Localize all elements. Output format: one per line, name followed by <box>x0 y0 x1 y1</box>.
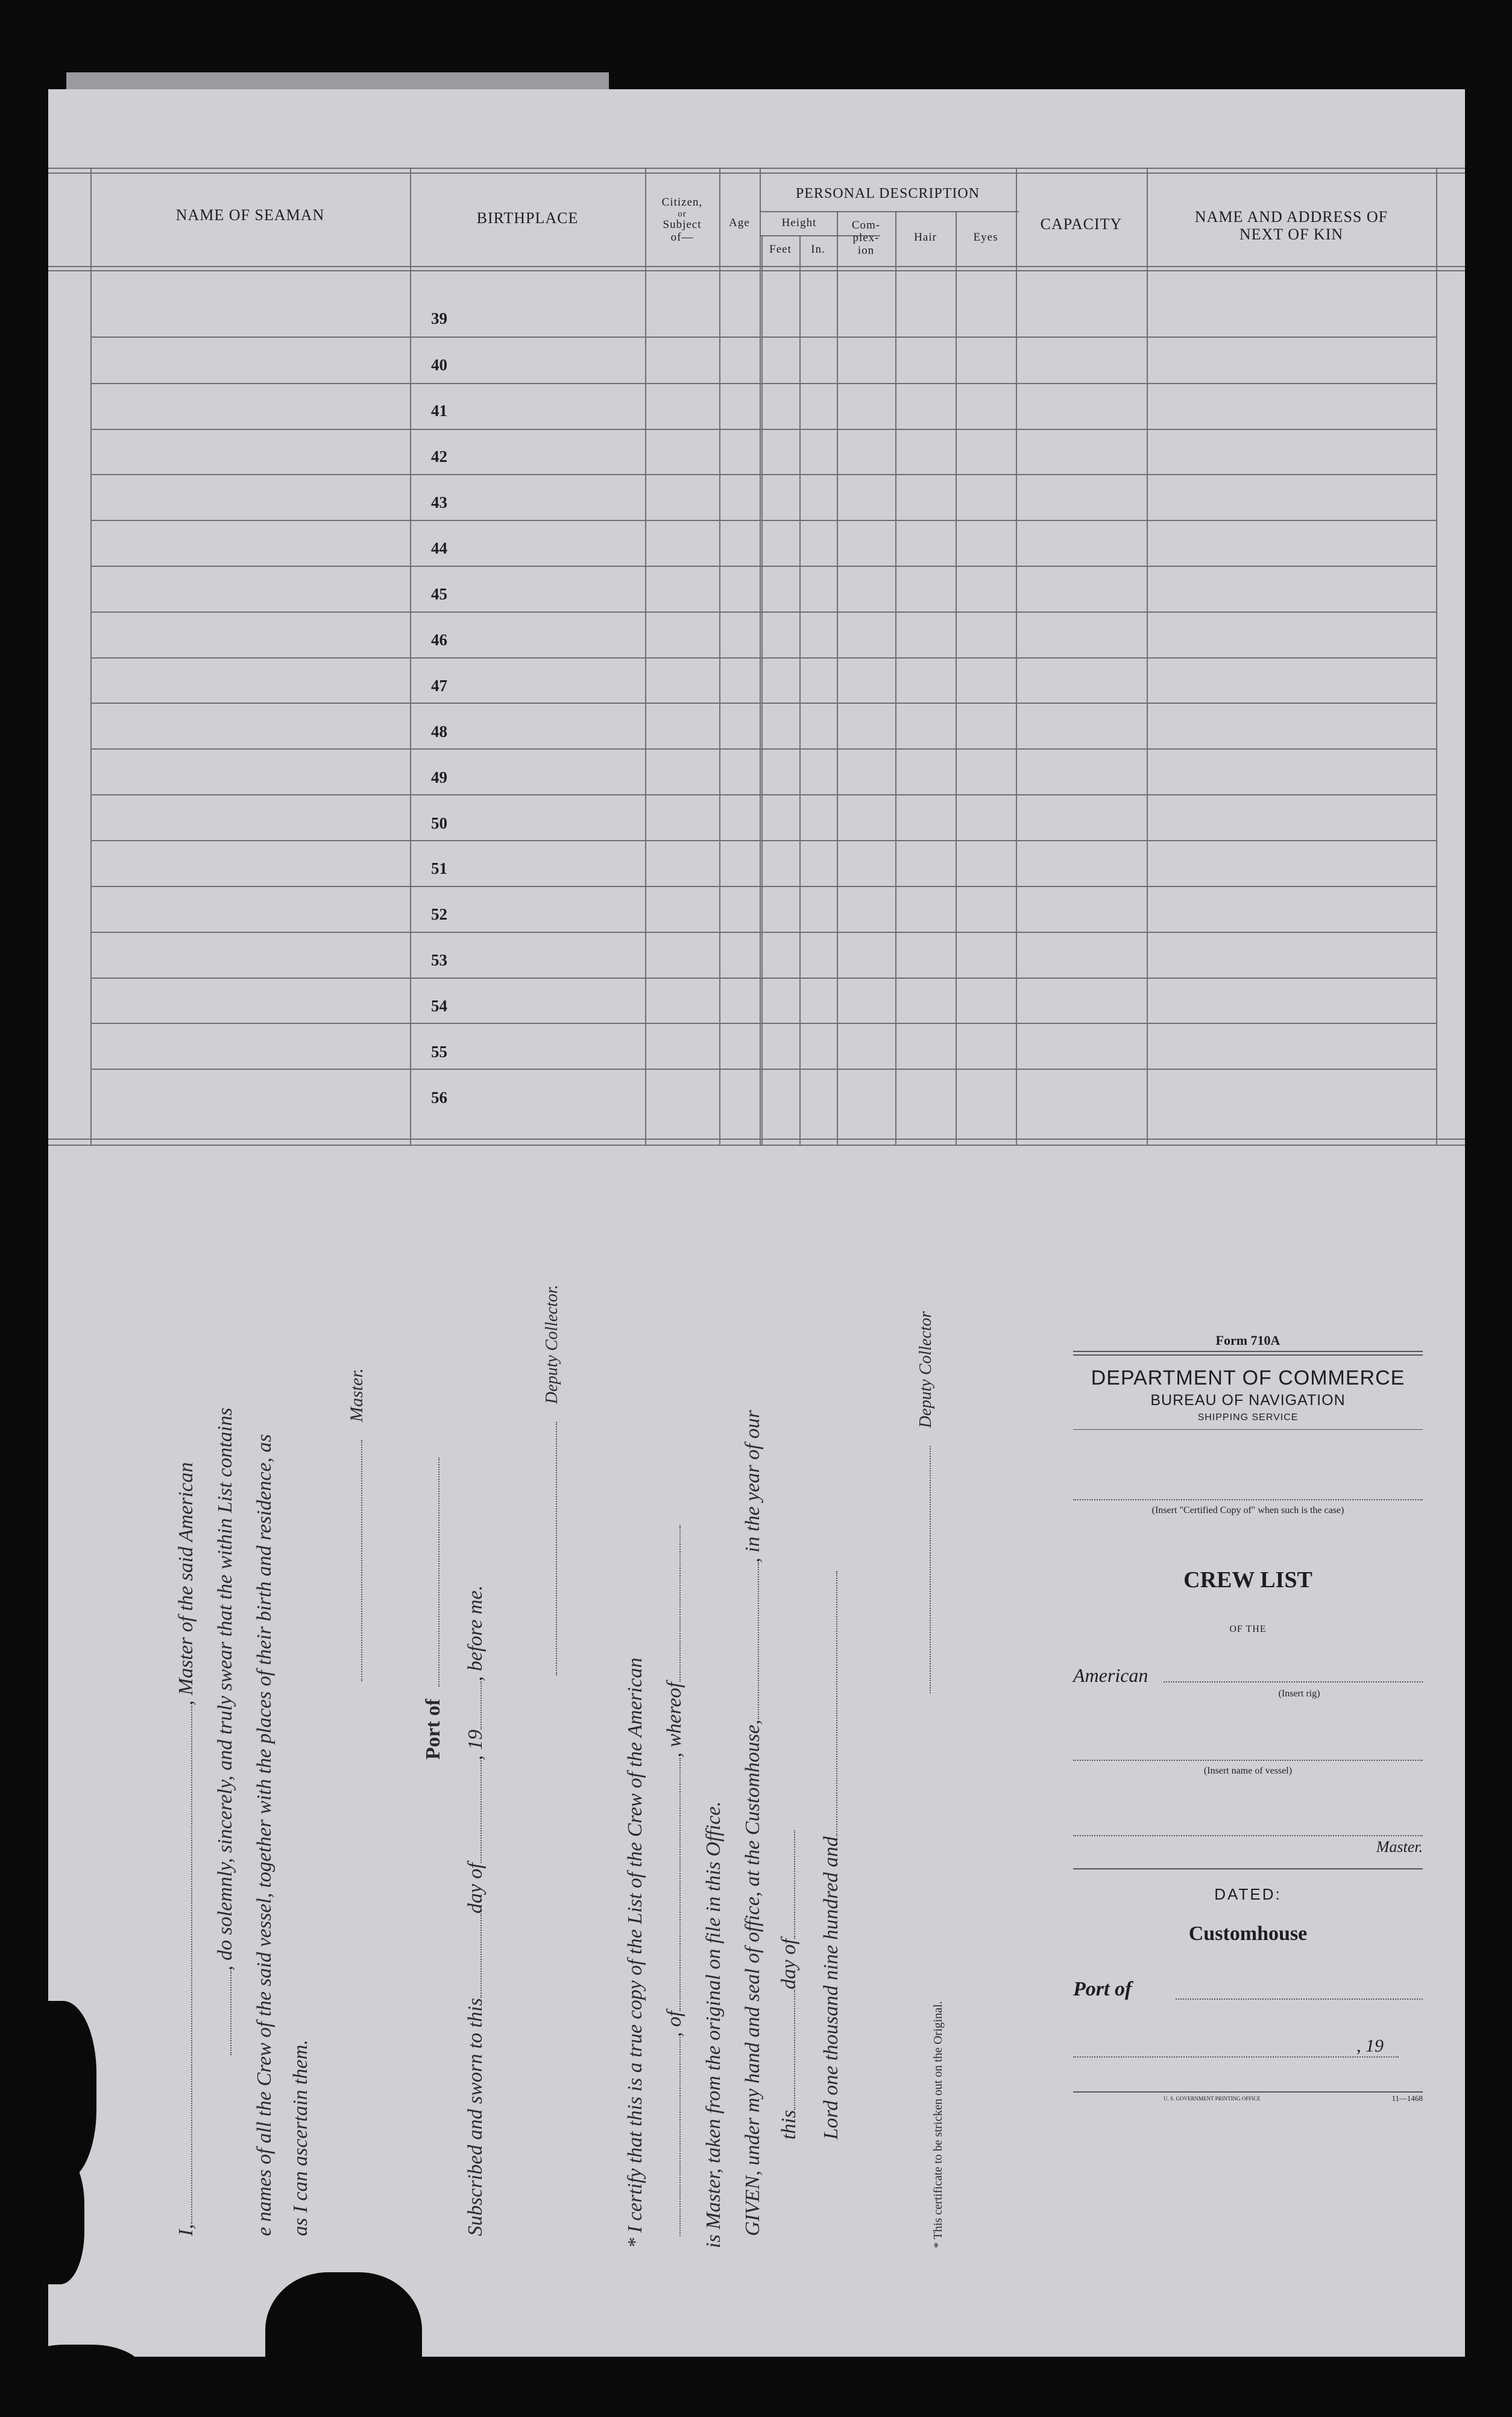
row-line <box>90 566 1436 567</box>
dated-label: DATED: <box>1214 1885 1282 1903</box>
date-blank <box>1073 2056 1399 2058</box>
col-rule-feet <box>799 235 801 1145</box>
cover-rule-bottom <box>1073 2091 1423 2093</box>
row-number: 47 <box>431 677 447 695</box>
row-number: 52 <box>431 905 447 923</box>
oath-master-signature: Master. <box>347 1368 367 1681</box>
of-the-label: OF THE <box>1229 1624 1267 1634</box>
header-bottom-rule-2 <box>48 270 1465 271</box>
row-number: 43 <box>431 493 447 511</box>
header-age: Age <box>729 216 750 229</box>
torn-edge <box>24 2152 84 2284</box>
certificate-deputy-collector: Deputy Collector <box>916 1311 936 1693</box>
row-number: 49 <box>431 768 447 786</box>
row-number: 51 <box>431 859 447 877</box>
table-top-rule-2 <box>48 172 1465 174</box>
row-line <box>90 840 1436 841</box>
department-name: DEPARTMENT OF COMMERCE <box>1091 1366 1405 1389</box>
col-rule-birthplace <box>645 168 646 1145</box>
cover-rule-mid <box>1073 1429 1423 1430</box>
header-hair: Hair <box>914 231 937 244</box>
cover-year-label: , 19 <box>1356 2036 1384 2056</box>
service-name: SHIPPING SERVICE <box>1197 1412 1299 1423</box>
customhouse-label: Customhouse <box>1188 1923 1308 1945</box>
col-rule-left <box>90 168 92 1145</box>
row-line <box>90 1023 1436 1024</box>
row-number: 55 <box>431 1043 447 1061</box>
oath-line-3: e names of all the Crew of the said vessel, together with the places of their birth and residence, as <box>253 1434 276 2236</box>
crew-list-form-page <box>48 89 1465 2357</box>
row-line <box>90 336 1436 338</box>
oath-line-1: I,, Master of the said American <box>175 1462 197 2236</box>
row-number: 39 <box>431 309 447 327</box>
col-rule-inches <box>837 211 838 1145</box>
certificate-line-4: GIVEN, under my hand and seal of office, at the Customhouse,, in the year of our <box>742 1410 764 2236</box>
row-number: 42 <box>431 447 447 466</box>
row-number: 41 <box>431 402 447 420</box>
row-line <box>90 978 1436 979</box>
folded-page-edge <box>66 72 609 89</box>
table-bottom-rule-2 <box>48 1145 1465 1146</box>
master-name-blank <box>1073 1835 1423 1836</box>
header-capacity: CAPACITY <box>1040 215 1123 233</box>
row-number: 53 <box>431 951 447 969</box>
col-rule-age <box>760 168 761 1145</box>
row-line <box>90 703 1436 704</box>
torn-edge <box>12 2345 145 2417</box>
oath-subscribed-line: Subscribed and sworn to thisday of, 19, before me. <box>464 1585 487 2236</box>
bureau-name: BUREAU OF NAVIGATION <box>1150 1392 1346 1409</box>
cover-rule-top-2 <box>1073 1354 1423 1356</box>
header-personal-description: PERSONAL DESCRIPTION <box>795 186 980 201</box>
row-line <box>90 429 1436 430</box>
oath-deputy-collector: Deputy Collector. <box>543 1284 562 1675</box>
col-rule-capacity <box>1147 168 1148 1145</box>
col-rule-eyes <box>1016 168 1017 1145</box>
certified-copy-blank <box>1073 1499 1423 1500</box>
row-number: 50 <box>431 814 447 832</box>
certificate-line-2: , of, whereof <box>663 1525 686 2236</box>
header-bottom-rule <box>48 266 1465 267</box>
cover-master-label: Master. <box>1376 1838 1423 1856</box>
torn-edge <box>265 2272 422 2417</box>
row-line <box>90 383 1436 384</box>
row-line <box>90 794 1436 795</box>
table-bottom-rule <box>48 1139 1465 1140</box>
printer-imprint: U. S. GOVERNMENT PRINTING OFFICE <box>1164 2096 1261 2102</box>
row-line <box>90 748 1436 750</box>
row-line <box>90 657 1436 659</box>
row-number: 56 <box>431 1088 447 1107</box>
crew-list-title: CREW LIST <box>1183 1567 1312 1593</box>
header-citizen: Citizen, or Subject of— <box>661 196 703 244</box>
oath-line-2: , do solemnly, sincerely, and truly swear that the within List contains <box>214 1408 237 2055</box>
rig-blank <box>1164 1681 1423 1682</box>
american-label: American <box>1073 1664 1148 1686</box>
row-line <box>90 1069 1436 1070</box>
header-next-of-kin: NAME AND ADDRESS OF NEXT OF KIN <box>1194 208 1388 243</box>
row-line <box>90 886 1436 887</box>
certificate-footnote: * This certificate to be stricken out on the Original. <box>931 2001 945 2248</box>
header-birthplace: BIRTHPLACE <box>476 209 579 227</box>
row-line <box>90 520 1436 521</box>
table-top-rule <box>48 168 1465 169</box>
header-complexion: Com- plex- ion <box>851 219 881 257</box>
port-of-blank <box>1176 1998 1423 2000</box>
col-rule-complexion <box>895 211 896 1145</box>
insert-rig-note: (Insert rig) <box>1278 1689 1320 1699</box>
col-rule-age-2 <box>761 235 763 1145</box>
oath-port-of: Port of <box>422 1458 445 1760</box>
col-rule-citizen <box>719 168 720 1145</box>
row-number: 48 <box>431 722 447 741</box>
certified-copy-note: (Insert "Certified Copy of" when such is the case) <box>1151 1505 1344 1515</box>
certificate-line-3: is Master, taken from the original on file in this Office. <box>702 1801 725 2248</box>
header-height: Height <box>781 216 817 229</box>
header-name-of-seaman: NAME OF SEAMAN <box>175 206 325 224</box>
certificate-line-5: thisday of <box>778 1830 801 2140</box>
row-number: 46 <box>431 631 447 649</box>
row-number: 40 <box>431 356 447 374</box>
col-rule-kin <box>1436 168 1437 1145</box>
row-line <box>90 474 1436 475</box>
certificate-line-6: Lord one thousand nine hundred and <box>820 1571 843 2140</box>
insert-vessel-note: (Insert name of vessel) <box>1203 1766 1293 1776</box>
col-rule-hair <box>956 211 957 1145</box>
row-line <box>90 932 1436 933</box>
header-inches: In. <box>811 243 825 256</box>
form-number: Form 710A <box>1215 1333 1280 1348</box>
certificate-line-1: * I certify that this is a true copy of the List of the Crew of the American <box>624 1657 646 2248</box>
header-eyes: Eyes <box>973 231 998 244</box>
cover-rule-top <box>1073 1351 1423 1352</box>
header-feet: Feet <box>769 243 792 256</box>
personal-desc-rule <box>760 211 1019 212</box>
print-code: 11—1468 <box>1391 2094 1423 2103</box>
row-number: 44 <box>431 539 447 557</box>
cover-rule-dated <box>1073 1868 1423 1869</box>
vessel-name-blank <box>1073 1760 1423 1761</box>
row-line <box>90 611 1436 613</box>
cover-port-of-label: Port of <box>1073 1978 1132 2000</box>
row-number: 54 <box>431 997 447 1015</box>
oath-line-4: as I can ascertain them. <box>289 2039 312 2236</box>
row-number: 45 <box>431 585 447 603</box>
